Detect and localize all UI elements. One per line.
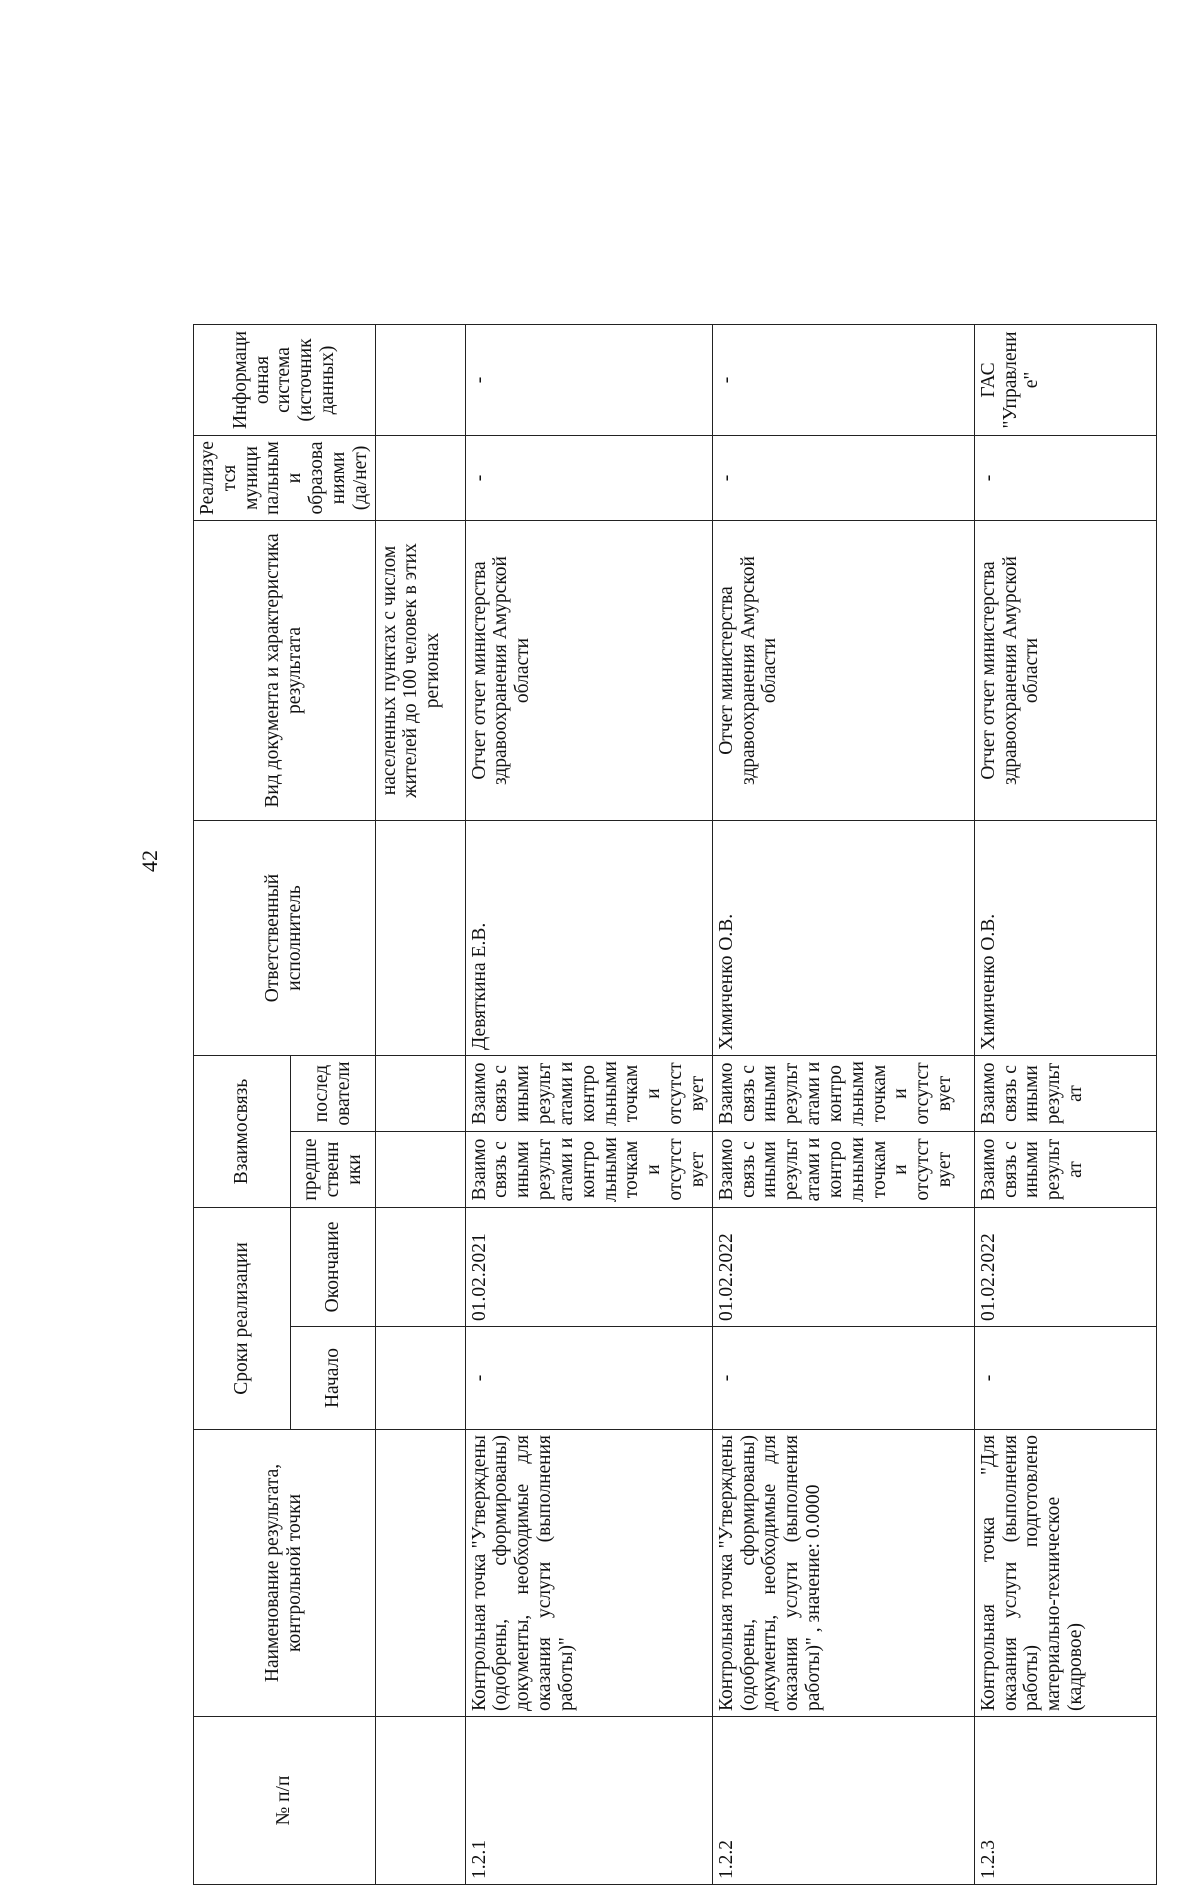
row-predecessors: Взаимосвязь с иными результатами и контрольными точками отсутствует <box>712 1132 974 1208</box>
row-end: 01.02.2022 <box>974 1208 1156 1327</box>
row-municipal: - <box>974 435 1156 520</box>
row-num: 1.2.3 <box>974 1717 1156 1885</box>
row-num: 1.2.2 <box>712 1717 974 1885</box>
row-start: - <box>712 1327 974 1430</box>
table-row <box>465 324 712 1884</box>
results-table-wrapper <box>193 325 1121 1885</box>
page-number: 42 <box>137 850 162 872</box>
table-row <box>974 324 1156 1884</box>
header-start: Начало <box>291 1327 375 1430</box>
row-responsible: Девяткина Е.В. <box>465 820 712 1055</box>
row-document: Отчет отчет министерства здравоохранения Амурской области <box>974 520 1156 820</box>
header-end: Окончание <box>291 1208 375 1327</box>
row-name: Контрольная точка "Для оказания услуги (выполнения работы) подготовлено материально-техническое (кадровое) <box>974 1430 1156 1717</box>
row-end: 01.02.2022 <box>712 1208 974 1327</box>
row-municipal: - <box>712 435 974 520</box>
row-successors: Взаимосвязь с иными результат <box>974 1055 1156 1131</box>
row-successors: Взаимосвязь с иными результатами и контрольными точками отсутствует <box>465 1055 712 1131</box>
header-municipal: Реализуется муниципальными образованиями (да/нет) <box>194 435 376 520</box>
row-municipal: - <box>465 435 712 520</box>
header-document: Вид документа и характеристика результата <box>194 520 376 820</box>
results-table <box>193 324 1157 1885</box>
row-start: - <box>465 1327 712 1430</box>
row-document: Отчет отчет министерства здравоохранения Амурской области <box>465 520 712 820</box>
row-start: - <box>974 1327 1156 1430</box>
row-predecessors: Взаимосвязь с иными результат <box>974 1132 1156 1208</box>
header-name: Наименование результата, контрольной точки <box>194 1430 376 1717</box>
row-successors: Взаимосвязь с иными результатами и контрольными точками отсутствует <box>712 1055 974 1131</box>
header-relation: Взаимосвязь <box>194 1055 291 1207</box>
row-name: Контрольная точка "Утверждены (одобрены, сформированы) документы, необходимые для оказания услуги (выполнения работы)" <box>465 1430 712 1717</box>
row-system: - <box>465 324 712 435</box>
row-num: 1.2.1 <box>465 1717 712 1885</box>
header-responsible: Ответственный исполнитель <box>194 820 376 1055</box>
row-name: Контрольная точка "Утверждены (одобрены, сформированы) документы, необходимые для оказания услуги (выполнения работы)" , значение: 0.0000 <box>712 1430 974 1717</box>
row-system: - <box>712 324 974 435</box>
row-end: 01.02.2021 <box>465 1208 712 1327</box>
header-dates: Сроки реализации <box>194 1208 291 1430</box>
continuation-text: населенных пунктах с числом жителей до 100 человек в этих регионах <box>375 520 465 820</box>
header-row <box>194 324 291 1884</box>
header-system: Информационная система (источник данных) <box>194 324 376 435</box>
header-successors: последователи <box>291 1055 375 1131</box>
header-predecessors: предшественники <box>291 1132 375 1208</box>
row-responsible: Химиченко О.В. <box>712 820 974 1055</box>
row-responsible: Химиченко О.В. <box>974 820 1156 1055</box>
header-num: № п/п <box>194 1717 376 1885</box>
table-row-continuation <box>375 324 465 1884</box>
row-predecessors: Взаимосвязь с иными результатами и контрольными точками отсутствует <box>465 1132 712 1208</box>
row-document: Отчет министерства здравоохранения Амурской области <box>712 520 974 820</box>
table-row <box>712 324 974 1884</box>
row-system: ГАС "Управление" <box>974 324 1156 435</box>
